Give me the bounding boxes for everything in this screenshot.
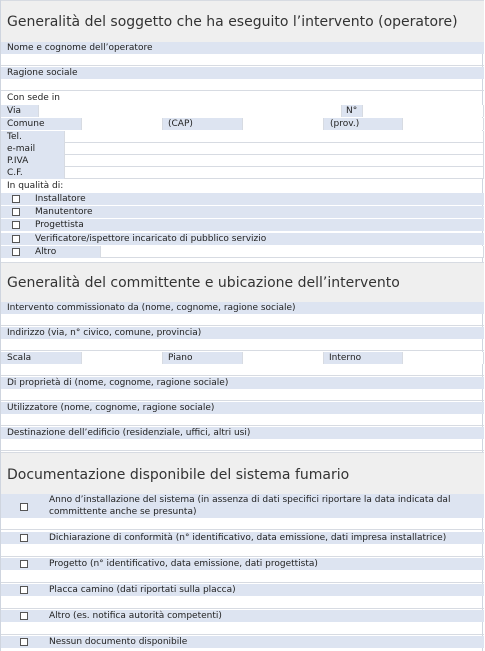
doc-item-label: Altro (es. notifica autorità competenti) <box>49 611 222 621</box>
via-field[interactable] <box>38 105 342 117</box>
interno-field[interactable] <box>402 352 484 364</box>
operator-name-label: Nome e cognome dell’operatore <box>7 43 153 53</box>
commissioned-label-row <box>1 302 484 314</box>
seat-row <box>1 92 484 104</box>
doc-item-field[interactable] <box>1 623 484 635</box>
role-row <box>1 180 484 192</box>
role-label-altro: Altro <box>35 247 57 257</box>
address-label: Indirizzo (via, n° civico, comune, provincia) <box>7 328 202 338</box>
destination-label-row <box>1 427 484 439</box>
checkbox[interactable] <box>12 235 20 243</box>
doc-item-label: Anno d’installazione del sistema (in assenza di dati specifici riportare la data indicata dal <box>49 495 451 505</box>
tel-label: Tel. <box>7 132 22 142</box>
email-field[interactable] <box>64 143 484 155</box>
section-docs-header <box>1 452 484 495</box>
checkbox[interactable] <box>20 586 28 594</box>
email-row <box>1 143 484 155</box>
role-label-progettista: Progettista <box>35 220 84 230</box>
doc-item-label: Dichiarazione di conformità (n° identificativo, data emissione, dati impresa installatrice) <box>49 533 447 543</box>
destination-label: Destinazione dell’edificio (residenziale, uffici, altri usi) <box>7 428 251 438</box>
doc-item-field[interactable] <box>1 571 484 583</box>
piva-row <box>1 155 484 167</box>
seat-label: Con sede in <box>7 93 60 103</box>
section-operator-title: Generalità del soggetto che ha eseguito l’intervento (operatore) <box>7 14 458 30</box>
piva-label: P.IVA <box>7 156 29 166</box>
piva-field[interactable] <box>64 155 484 167</box>
section-client-header <box>1 262 484 303</box>
doc-item-label: Progetto (n° identificativo, data emissione, dati progettista) <box>49 559 318 569</box>
number-field[interactable] <box>362 105 484 117</box>
owner-label-row <box>1 377 484 389</box>
doc-item[interactable] <box>1 584 484 596</box>
prov-field[interactable] <box>402 118 484 130</box>
section-operator-header <box>1 0 484 43</box>
user-label-row <box>1 402 484 414</box>
via-label: Via <box>7 106 21 116</box>
checkbox[interactable] <box>20 638 28 646</box>
role-item[interactable] <box>1 233 484 245</box>
role-label-manutentore: Manutentore <box>35 207 93 217</box>
user-label: Utilizzatore (nome, cognome, ragione sociale) <box>7 403 215 413</box>
address-field[interactable] <box>1 339 484 351</box>
scala-row <box>1 352 484 364</box>
comune-label: Comune <box>7 119 45 129</box>
user-field[interactable] <box>1 414 484 426</box>
destination-field[interactable] <box>1 439 484 451</box>
doc-item[interactable] <box>1 610 484 622</box>
checkbox[interactable] <box>20 534 28 542</box>
role-item[interactable] <box>1 246 484 258</box>
operator-name-field[interactable] <box>1 54 484 66</box>
doc-item-label: Placca camino (dati riportati sulla placca) <box>49 585 236 595</box>
tel-field[interactable] <box>64 131 484 143</box>
doc-item[interactable] <box>1 636 484 648</box>
doc-item-field[interactable] <box>1 597 484 609</box>
commissioned-field[interactable] <box>1 314 484 326</box>
piano-field[interactable] <box>242 352 324 364</box>
role-item[interactable] <box>1 219 484 231</box>
cap-label: (CAP) <box>168 119 193 129</box>
cap-field[interactable] <box>242 118 324 130</box>
checkbox[interactable] <box>20 503 28 511</box>
tel-row <box>1 131 484 143</box>
role-item[interactable] <box>1 206 484 218</box>
role-other-field[interactable] <box>100 246 484 258</box>
scala-label: Scala <box>7 353 32 363</box>
doc-item[interactable] <box>1 532 484 544</box>
doc-item-label: Nessun documento disponibile <box>49 637 188 647</box>
company-field[interactable] <box>1 79 484 91</box>
checkbox[interactable] <box>12 195 20 203</box>
comune-row <box>1 118 484 130</box>
role-label: In qualità di: <box>7 181 64 191</box>
company-label: Ragione sociale <box>7 68 78 78</box>
doc-item-label-cont: committente anche se presunta) <box>49 507 197 517</box>
cf-field[interactable] <box>64 167 484 179</box>
cf-label: C.F. <box>7 168 23 178</box>
doc-item-field[interactable] <box>1 518 484 530</box>
section-client-title: Generalità del committente e ubicazione dell’intervento <box>7 275 400 291</box>
checkbox[interactable] <box>12 221 20 229</box>
commissioned-label: Intervento commissionato da (nome, cognome, ragione sociale) <box>7 303 296 313</box>
role-item[interactable] <box>1 193 484 205</box>
checkbox[interactable] <box>20 560 28 568</box>
operator-name-label-row <box>1 42 484 54</box>
checkbox[interactable] <box>12 248 20 256</box>
number-label: N° <box>346 106 358 116</box>
interno-label: Interno <box>329 353 362 363</box>
piano-label: Piano <box>168 353 193 363</box>
cf-row <box>1 167 484 179</box>
address-label-row <box>1 327 484 339</box>
doc-item[interactable] <box>1 494 484 518</box>
comune-field[interactable] <box>81 118 163 130</box>
prov-label: (prov.) <box>330 119 360 129</box>
spacer-row <box>1 364 484 376</box>
email-label: e-mail <box>7 144 36 154</box>
company-label-row <box>1 67 484 79</box>
checkbox[interactable] <box>12 208 20 216</box>
scala-field[interactable] <box>81 352 163 364</box>
doc-item[interactable] <box>1 558 484 570</box>
doc-item-field[interactable] <box>1 545 484 557</box>
role-label-verificatore: Verificatore/ispettore incaricato di pubblico servizio <box>35 234 267 244</box>
role-label-installatore: Installatore <box>35 194 86 204</box>
via-row <box>1 105 484 117</box>
checkbox[interactable] <box>20 612 28 620</box>
owner-field[interactable] <box>1 389 484 401</box>
section-docs-title: Documentazione disponibile del sistema fumario <box>7 467 350 483</box>
owner-label: Di proprietà di (nome, cognome, ragione sociale) <box>7 378 229 388</box>
